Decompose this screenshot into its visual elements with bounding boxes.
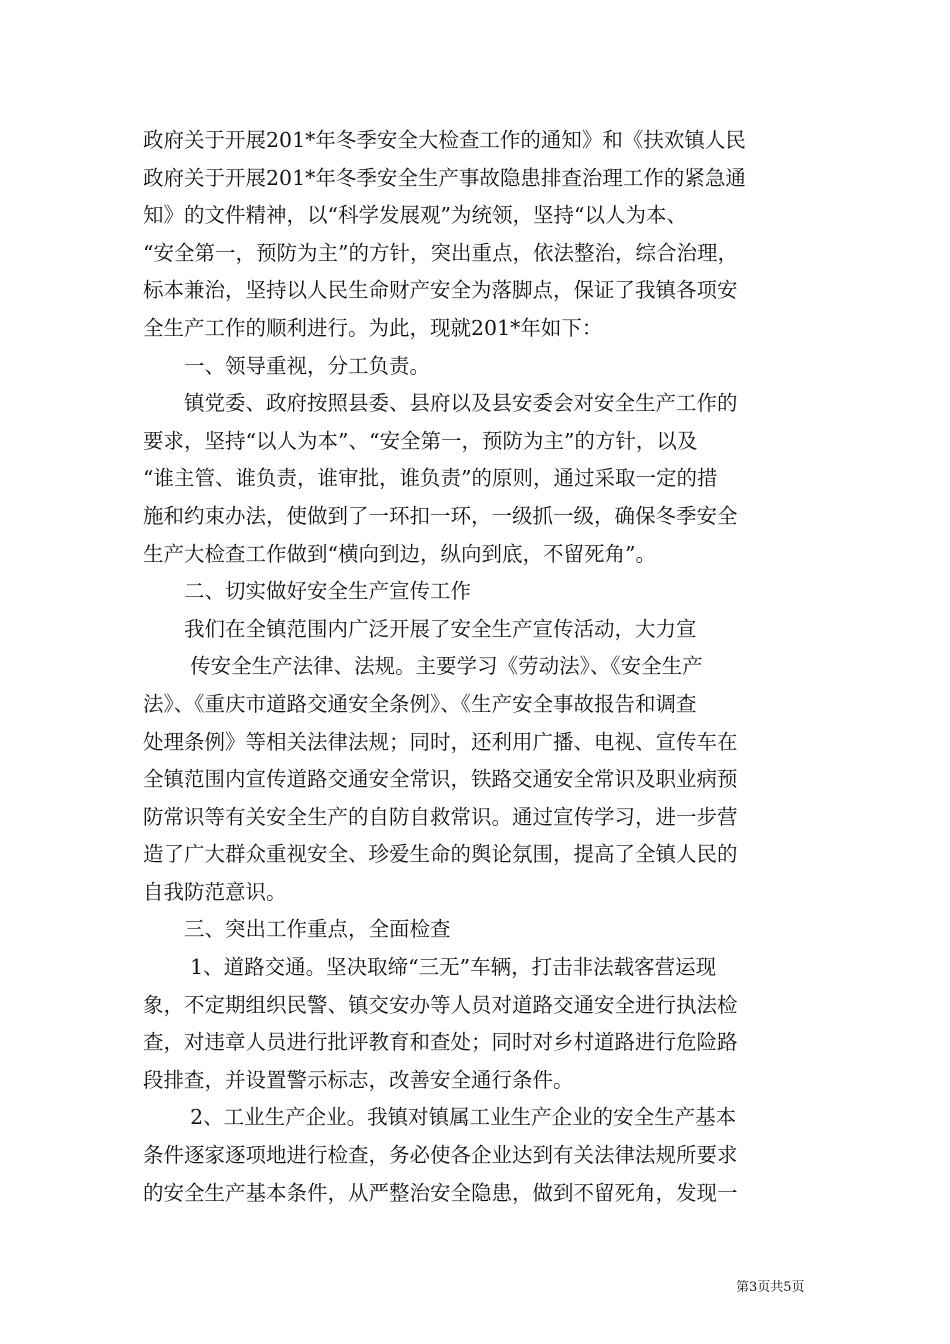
text-line: 一、领导重视，分工负责。: [184, 353, 430, 378]
text-line: 象，不定期组织民警、镇交安办等人员对道路交通安全进行执法检: [143, 992, 738, 1017]
text-line: 的安全生产基本条件，从严整治安全隐患，做到不留死角，发现一: [143, 1180, 738, 1205]
text-line: 法》、《重庆市道路交通安全条例》、《生产安全事故报告和调查: [143, 691, 697, 716]
text-line: 造了广大群众重视安全、珍爱生命的舆论氛围，提高了全镇人民的: [143, 842, 738, 867]
text-line: 处理条例》等相关法律法规；同时，还利用广播、电视、宣传车在: [143, 729, 738, 754]
text-line: “谁主管、谁负责，谁审批，谁负责”的原则，通过采取一定的措: [143, 466, 718, 491]
text-line: 二、切实做好安全生产宣传工作: [184, 579, 471, 604]
text-line: 我们在全镇范围内广泛开展了安全生产宣传活动，大力宣: [184, 616, 697, 641]
text-line: “安全第一，预防为主”的方针，突出重点，依法整治，综合治理，: [143, 240, 738, 265]
text-line: 段排查，并设置警示标志，改善安全通行条件。: [143, 1067, 574, 1092]
text-line: 传安全生产法律、法规。主要学习《劳动法》、《安全生产: [190, 654, 703, 679]
text-line: 全镇范围内宣传道路交通安全常识，铁路交通安全常识及职业病预: [143, 767, 738, 792]
text-line: 要求，坚持“以人为本”、“安全第一，预防为主”的方针，以及: [143, 428, 698, 453]
text-line: 防常识等有关安全生产的自防自救常识。通过宣传学习，进一步营: [143, 804, 738, 829]
text-line: 2、工业生产企业。我镇对镇属工业生产企业的安全生产基本: [190, 1105, 737, 1130]
document-body: [143, 122, 813, 1212]
text-line: 施和约束办法，使做到了一环扣一环，一级抓一级，确保冬季安全: [143, 503, 738, 528]
text-line: 自我防范意识。: [143, 879, 287, 904]
page-number-footer: 第3页共5页: [736, 1280, 805, 1295]
text-line: 查，对违章人员进行批评教育和查处；同时对乡村道路进行危险路: [143, 1030, 738, 1055]
text-line: 生产大检查工作做到“横向到边，纵向到底，不留死角”。: [143, 541, 656, 566]
text-line: 全生产工作的顺利进行。为此，现就201*年如下：: [143, 315, 603, 340]
text-line: 条件逐家逐项地进行检查，务必使各企业达到有关法律法规所要求: [143, 1143, 738, 1168]
text-line: 知》的文件精神，以“科学发展观”为统领，坚持“以人为本、: [143, 203, 687, 228]
text-line: 镇党委、政府按照县委、县府以及县安委会对安全生产工作的: [184, 391, 738, 416]
text-line: 1、道路交通。坚决取缔“三无”车辆，打击非法载客营运现: [190, 955, 717, 980]
text-line: 标本兼治，坚持以人民生命财产安全为落脚点，保证了我镇各项安: [143, 278, 738, 303]
text-line: 政府关于开展201*年冬季安全大检查工作的通知》和《扶欢镇人民: [143, 128, 746, 152]
text-line: 政府关于开展201*年冬季安全生产事故隐患排查治理工作的紧急通: [143, 165, 746, 190]
text-line: 三、突出工作重点，全面检查: [184, 917, 451, 942]
